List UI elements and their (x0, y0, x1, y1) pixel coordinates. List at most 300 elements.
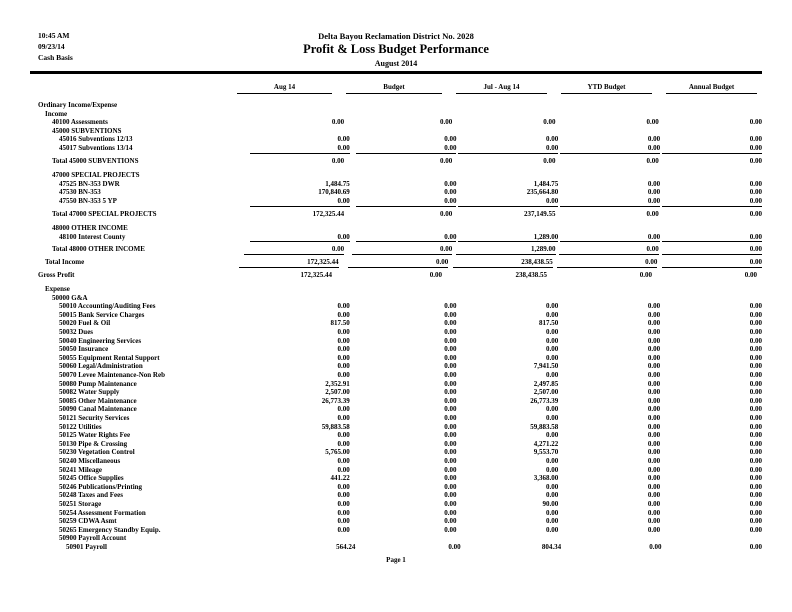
amount-value: 0.00 (546, 508, 559, 517)
amount-cell (660, 405, 762, 414)
amount-value: 0.00 (749, 474, 763, 483)
amount-value: 2,497.85 (533, 379, 559, 388)
amount-value: 0.00 (546, 328, 559, 337)
amount-value: 0.00 (647, 439, 661, 448)
amount-value: 2,352.91 (325, 379, 350, 388)
amount-value: 0.00 (546, 517, 559, 526)
amount-cell (660, 135, 762, 144)
amount-cell (660, 380, 762, 389)
column-header-label: Aug 14 (237, 83, 332, 94)
amount-value: 0.00 (646, 209, 659, 218)
amount-cell (223, 271, 332, 280)
amount-value: 0.00 (546, 336, 559, 345)
amount-value: 0.00 (647, 336, 661, 345)
account-label: 47550 BN-353 5 YP (59, 196, 117, 205)
report-row (38, 397, 762, 406)
amount-value: 0.00 (250, 144, 350, 154)
account-label: 50060 Legal/Administration (59, 362, 143, 371)
amount-value: 0.00 (444, 310, 457, 319)
report-group-row (38, 294, 762, 303)
account-label: 40100 Assessments (52, 118, 108, 127)
amount-value: 0.00 (429, 270, 442, 279)
amount-cell (452, 157, 555, 166)
amount-value: 0.00 (458, 197, 558, 207)
amount-value: 0.00 (444, 353, 457, 362)
amount-cell (558, 354, 660, 363)
amount-cell (660, 345, 762, 354)
account-label: 50085 Other Maintenance (59, 396, 137, 405)
amount-value: 0.00 (546, 414, 559, 422)
column-header (652, 83, 757, 94)
company-name: Delta Bayou Reclamation District No. 2028 (318, 31, 474, 41)
amount-value: 0.00 (647, 371, 661, 380)
amount-cell (244, 526, 350, 535)
report-group-row (38, 171, 762, 180)
amount-cell (350, 371, 457, 380)
amount-cell (659, 157, 762, 166)
amount-value: 0.00 (337, 405, 350, 414)
amount-value: 0.00 (440, 118, 453, 127)
amount-cell (456, 483, 558, 492)
amount-cell (558, 388, 660, 397)
amount-cell (456, 180, 558, 189)
print-time: 10:45 AM (38, 31, 70, 40)
report-row (38, 144, 762, 153)
account-label: Total 48000 OTHER INCOME (52, 245, 145, 254)
amount-value: 0.00 (337, 362, 350, 371)
report-row (38, 423, 762, 432)
amount-value: 0.00 (749, 517, 763, 526)
amount-cell (350, 311, 457, 320)
account-label: 50265 Emergency Standby Equip. (59, 525, 161, 534)
amount-value: 0.00 (744, 270, 757, 279)
amount-cell (456, 500, 558, 509)
amount-cell (350, 319, 457, 328)
amount-value: 0.00 (444, 499, 457, 508)
amount-value: 0.00 (337, 345, 350, 354)
amount-cell (558, 188, 660, 197)
account-label: 50015 Bank Service Charges (59, 310, 145, 319)
amount-cell (660, 311, 762, 320)
amount-cell (660, 500, 762, 509)
amount-value: 0.00 (639, 270, 652, 279)
amount-value: 172,325.44 (300, 270, 332, 279)
amount-cell (350, 233, 457, 242)
column-headers (38, 83, 757, 94)
amount-value: 0.00 (444, 439, 457, 448)
amount-value: 0.00 (749, 414, 763, 422)
account-label: 50241 Mileage (59, 465, 102, 474)
report-row (38, 543, 762, 552)
amount-cell (350, 448, 457, 457)
column-header (332, 83, 442, 94)
account-label: 50130 Pipe & Crossing (59, 439, 128, 448)
report-row (38, 210, 762, 219)
amount-value: 0.00 (337, 135, 350, 144)
amount-cell (355, 543, 460, 552)
amount-cell (553, 258, 658, 267)
amount-value: 0.00 (560, 233, 660, 243)
account-label: 50900 Payroll Account (59, 534, 127, 543)
amount-cell (237, 157, 344, 166)
amount-cell (660, 483, 762, 492)
amount-cell (558, 135, 660, 144)
amount-cell (244, 414, 350, 423)
report-row (38, 354, 762, 363)
amount-value: 0.00 (356, 197, 456, 207)
amount-value: 0.00 (444, 491, 457, 500)
amount-cell (456, 302, 558, 311)
amount-value: 0.00 (444, 388, 457, 397)
amount-value: 0.00 (444, 448, 457, 457)
report-row (38, 258, 762, 267)
amount-value: 0.00 (546, 482, 559, 491)
amount-value: 90.00 (542, 499, 559, 508)
amount-cell (561, 543, 661, 552)
amount-value: 0.00 (749, 179, 763, 188)
amount-value: 0.00 (546, 465, 559, 474)
amount-cell (660, 362, 762, 371)
amount-value: 0.00 (647, 328, 661, 337)
report-row (38, 337, 762, 346)
amount-cell (350, 354, 457, 363)
amount-cell (237, 210, 344, 219)
report-row (38, 328, 762, 337)
amount-value: 0.00 (440, 209, 453, 218)
amount-value: 0.00 (647, 491, 661, 500)
amount-cell (558, 491, 660, 500)
amount-cell (558, 414, 660, 423)
amount-value: 0.00 (662, 233, 762, 243)
amount-value: 0.00 (444, 362, 457, 371)
amount-value: 0.00 (647, 517, 661, 526)
amount-cell (456, 319, 558, 328)
amount-value: 7,941.50 (533, 362, 559, 371)
amount-value: 0.00 (458, 144, 558, 154)
amount-value: 0.00 (647, 448, 661, 457)
amount-value: 0.00 (356, 233, 456, 243)
amount-cell (558, 483, 660, 492)
amount-cell (660, 448, 762, 457)
amount-value: 0.00 (749, 405, 763, 414)
report-group-row (38, 534, 762, 543)
report-row (38, 517, 762, 526)
amount-cell (350, 345, 457, 354)
report-row (38, 491, 762, 500)
column-header (547, 83, 652, 94)
amount-cell (660, 371, 762, 380)
amount-cell (244, 144, 350, 153)
amount-cell (456, 233, 558, 242)
account-label: Income (45, 109, 68, 118)
amount-cell (659, 210, 762, 219)
amount-cell (350, 500, 457, 509)
amount-value: 3,368.00 (533, 474, 559, 483)
amount-value: 0.00 (444, 328, 457, 337)
account-label: 50240 Miscellaneous (59, 456, 121, 465)
amount-value: 4,271.22 (533, 439, 559, 448)
amount-value: 0.00 (444, 456, 457, 465)
amount-cell (456, 311, 558, 320)
amount-value: 0.00 (444, 379, 457, 388)
report-group-row (38, 285, 762, 294)
amount-value: 0.00 (337, 499, 350, 508)
amount-cell (558, 328, 660, 337)
amount-cell (244, 380, 350, 389)
amount-value: 0.00 (749, 396, 763, 405)
account-label: 50254 Assessment Formation (59, 508, 146, 517)
amount-value: 0.00 (444, 188, 457, 197)
amount-value: 0.00 (444, 465, 457, 474)
amount-value: 0.00 (662, 197, 762, 207)
amount-value: 0.00 (647, 405, 661, 414)
report-row (38, 380, 762, 389)
account-label: 50121 Security Services (59, 414, 130, 422)
amount-cell (237, 245, 344, 254)
amount-value: 564.24 (336, 542, 356, 551)
amount-value: 0.00 (546, 371, 559, 380)
account-label: 50082 Water Supply (59, 388, 120, 397)
report-row (38, 245, 762, 254)
amount-value: 0.00 (250, 233, 350, 243)
amount-cell (558, 345, 660, 354)
amount-value: 0.00 (444, 345, 457, 354)
amount-value: 0.00 (444, 179, 457, 188)
amount-value: 0.00 (646, 156, 659, 165)
report-row (38, 371, 762, 380)
amount-cell (244, 423, 350, 432)
amount-cell (456, 345, 558, 354)
amount-value: 0.00 (348, 258, 448, 268)
amount-value: 0.00 (647, 135, 661, 144)
amount-value: 0.00 (337, 517, 350, 526)
amount-cell (230, 258, 339, 267)
amount-cell (558, 405, 660, 414)
account-label: 45017 Subventions 13/14 (59, 143, 133, 152)
report-row (38, 345, 762, 354)
amount-value: 0.00 (337, 456, 350, 465)
amount-value: 1,484.75 (325, 179, 350, 188)
amount-cell (350, 414, 457, 423)
amount-cell (456, 517, 558, 526)
amount-cell (660, 474, 762, 483)
amount-cell (456, 328, 558, 337)
report-row (38, 157, 762, 166)
report-row (38, 500, 762, 509)
amount-value: 0.00 (647, 422, 661, 431)
amount-value: 0.00 (749, 362, 763, 371)
amount-cell (244, 457, 350, 466)
report-row (38, 466, 762, 475)
amount-value: 59,883.58 (321, 422, 350, 431)
amount-cell (660, 233, 762, 242)
amount-value: 0.00 (444, 135, 457, 144)
amount-cell (244, 448, 350, 457)
amount-cell (344, 157, 452, 166)
account-label: 50020 Fuel & Oil (59, 319, 111, 328)
amount-cell (660, 354, 762, 363)
account-label: 50122 Utilities (59, 422, 102, 431)
amount-value: 0.00 (444, 336, 457, 345)
amount-cell (556, 118, 659, 127)
amount-value: 0.00 (749, 345, 763, 354)
report-row (38, 457, 762, 466)
amount-cell (662, 543, 762, 552)
account-label: Total Income (45, 257, 85, 266)
amount-cell (244, 354, 350, 363)
amount-cell (350, 397, 457, 406)
report-row (38, 118, 762, 127)
account-label: 50032 Dues (59, 328, 94, 337)
amount-cell (547, 271, 652, 280)
amount-value: 0.00 (749, 336, 763, 345)
amount-value: 0.00 (337, 414, 350, 422)
amount-value: 0.00 (662, 245, 762, 255)
amount-cell (558, 431, 660, 440)
amount-value: 817.50 (539, 319, 559, 328)
amount-cell (558, 500, 660, 509)
amount-value: 0.00 (749, 319, 763, 328)
amount-cell (244, 328, 350, 337)
account-label: 48000 OTHER INCOME (52, 224, 128, 233)
amount-cell (659, 245, 762, 254)
amount-value: 0.00 (647, 188, 661, 197)
amount-value: 0.00 (444, 302, 457, 311)
amount-value: 0.00 (244, 245, 344, 255)
amount-cell (558, 423, 660, 432)
amount-cell (456, 431, 558, 440)
report-row (38, 197, 762, 206)
amount-cell (456, 397, 558, 406)
amount-cell (660, 491, 762, 500)
header-rule (30, 71, 762, 74)
amount-cell (344, 210, 452, 219)
amount-value: 0.00 (647, 310, 661, 319)
amount-cell (660, 197, 762, 206)
amount-cell (456, 509, 558, 518)
amount-value: 0.00 (559, 245, 659, 255)
amount-cell (660, 423, 762, 432)
amount-value: 59,883.58 (530, 422, 559, 431)
amount-cell (244, 302, 350, 311)
amount-value: 0.00 (444, 422, 457, 431)
amount-value: 0.00 (337, 310, 350, 319)
amount-cell (350, 457, 457, 466)
amount-value: 0.00 (647, 482, 661, 491)
amount-cell (339, 258, 449, 267)
amount-cell (350, 423, 457, 432)
amount-cell (244, 466, 350, 475)
amount-cell (244, 483, 350, 492)
amount-cell (456, 362, 558, 371)
amount-value: 0.00 (444, 525, 457, 534)
amount-cell (456, 354, 558, 363)
amount-cell (244, 517, 350, 526)
amount-cell (350, 474, 457, 483)
amount-cell (456, 380, 558, 389)
amount-value: 0.00 (546, 302, 559, 311)
amount-cell (452, 118, 555, 127)
amount-cell (350, 431, 457, 440)
amount-value: 0.00 (337, 328, 350, 337)
account-label: Expense (45, 285, 70, 294)
amount-cell (244, 397, 350, 406)
amount-cell (456, 144, 558, 153)
amount-cell (350, 180, 457, 189)
amount-cell (660, 337, 762, 346)
amount-cell (244, 491, 350, 500)
amount-cell (456, 474, 558, 483)
amount-cell (456, 405, 558, 414)
amount-value: 0.00 (749, 448, 763, 457)
account-label: Gross Profit (38, 270, 75, 279)
account-label: 48100 Interest County (59, 232, 126, 241)
amount-value: 238,438.55 (515, 270, 547, 279)
report-group-row (38, 127, 762, 136)
amount-value: 0.00 (647, 362, 661, 371)
account-label: Total 45000 SUBVENTIONS (52, 156, 139, 165)
amount-value: 235,664.80 (526, 188, 559, 197)
amount-cell (452, 210, 555, 219)
report-row (38, 388, 762, 397)
report-row (38, 271, 762, 280)
amount-value: 0.00 (749, 508, 763, 517)
report-row (38, 135, 762, 144)
amount-cell (244, 405, 350, 414)
amount-value: 804.34 (541, 542, 562, 551)
amount-cell (244, 197, 350, 206)
account-label: 50080 Pump Maintenance (59, 379, 137, 388)
amount-value: 0.00 (662, 144, 762, 154)
amount-value: 0.00 (646, 118, 659, 127)
amount-value: 9,553.70 (533, 448, 559, 457)
amount-value: 0.00 (444, 371, 457, 380)
amount-value: 0.00 (543, 118, 556, 127)
amount-value: 0.00 (647, 353, 661, 362)
amount-value: 0.00 (749, 422, 763, 431)
amount-value: 0.00 (749, 482, 763, 491)
amount-cell (456, 423, 558, 432)
report-row (38, 362, 762, 371)
amount-value: 26,773.39 (530, 396, 559, 405)
amount-cell (344, 118, 452, 127)
account-label: 50070 Levee Maintenance-Non Reb (59, 371, 165, 380)
amount-cell (244, 135, 350, 144)
amount-value: 172,325.44 (312, 209, 345, 218)
amount-cell (558, 509, 660, 518)
amount-value: 0.00 (749, 188, 763, 197)
amount-cell (448, 258, 553, 267)
amount-cell (660, 517, 762, 526)
amount-value: 0.00 (647, 525, 661, 534)
amount-cell (659, 118, 762, 127)
amount-cell (660, 388, 762, 397)
amount-value: 0.00 (337, 371, 350, 380)
amount-value: 0.00 (560, 197, 660, 207)
account-label: 47000 SPECIAL PROJECTS (52, 171, 140, 180)
amount-cell (660, 144, 762, 153)
amount-cell (456, 337, 558, 346)
amount-cell (244, 319, 350, 328)
amount-cell (660, 526, 762, 535)
amount-cell (244, 431, 350, 440)
amount-value: 0.00 (647, 474, 661, 483)
amount-cell (461, 543, 561, 552)
column-header-label: Annual Budget (666, 83, 757, 94)
amount-cell (660, 414, 762, 423)
amount-cell (456, 491, 558, 500)
amount-value: 0.00 (749, 379, 763, 388)
